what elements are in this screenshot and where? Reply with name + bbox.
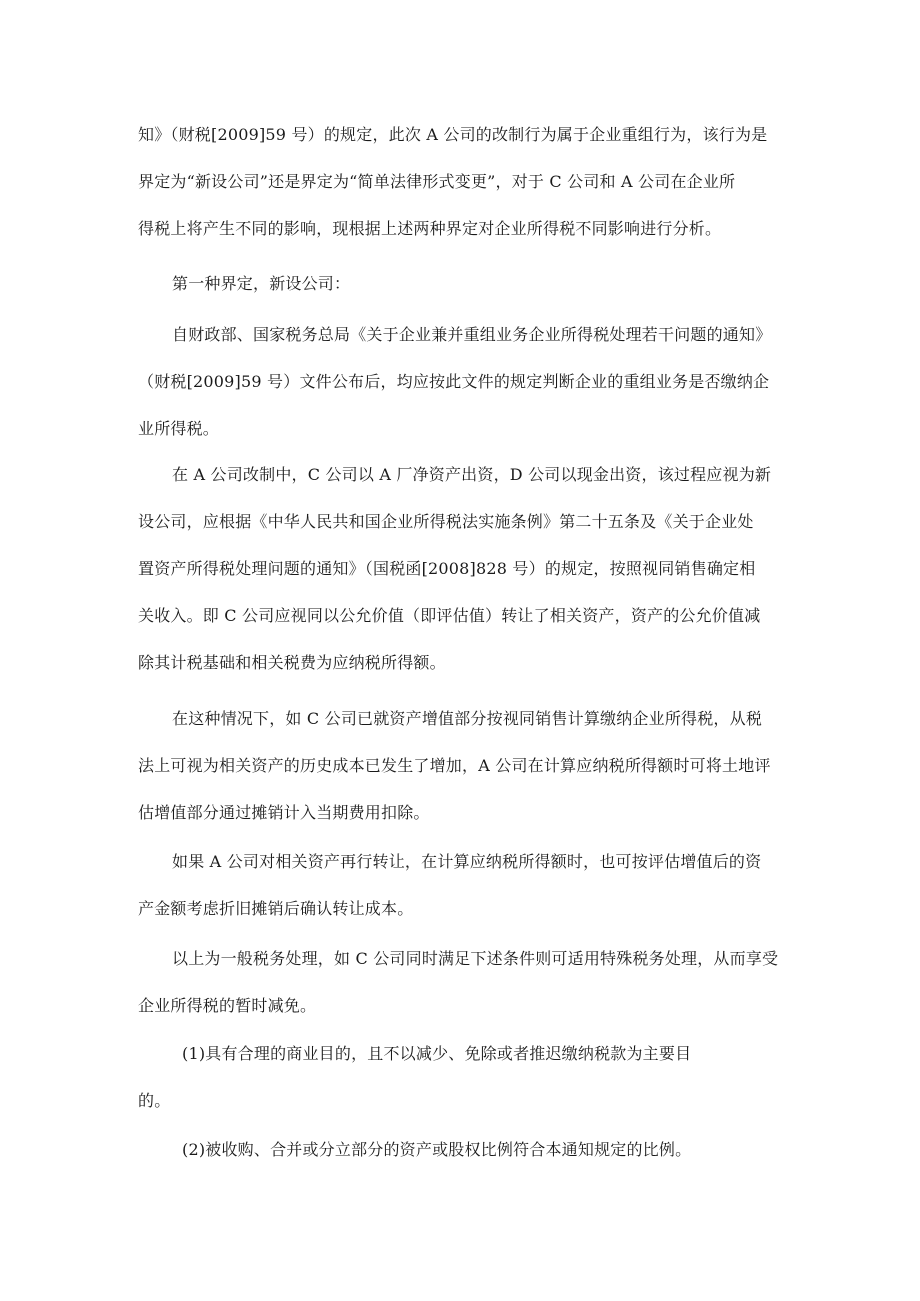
- text-line: （财税[2009]59 号）文件公布后，均应按此文件的规定判断企业的重组业务是否缴纳企: [138, 372, 770, 391]
- text-line: 知》（财税[2009]59 号）的规定，此次 A 公司的改制行为属于企业重组行为，该行为是: [138, 125, 768, 144]
- list-item-condition-1: [138, 1030, 778, 1124]
- paragraph-special-treatment: [138, 935, 778, 1029]
- text-line: 第一种界定，新设公司：: [172, 274, 351, 293]
- paragraph-asset-transfer: [138, 838, 778, 932]
- text-line: 除其计税基础和相关税费为应纳税所得额。: [138, 653, 446, 672]
- text-line: 得税上将产生不同的影响，现根据上述两种界定对企业所得税不同影响进行分析。: [138, 219, 722, 238]
- paragraph-notice-reference: [138, 311, 778, 452]
- text-line: 设公司，应根据《中华人民共和国企业所得税法实施条例》第二十五条及《关于企业处: [138, 512, 754, 531]
- text-line: 企业所得税的暂时减免。: [138, 996, 317, 1015]
- text-line: (1)具有合理的商业目的，且不以减少、免除或者推迟缴纳税款为主要目: [182, 1044, 692, 1063]
- text-line: 在这种情况下，如 C 公司已就资产增值部分按视同销售计算缴纳企业所得税，从税: [172, 709, 763, 728]
- text-line: (2)被收购、合并或分立部分的资产或股权比例符合本通知规定的比例。: [182, 1140, 692, 1159]
- text-line: 估增值部分通过摊销计入当期费用扣除。: [138, 803, 430, 822]
- text-line: 自财政部、国家税务总局《关于企业兼并重组业务企业所得税处理若干问题的通知》: [172, 325, 772, 344]
- list-item-condition-2: [138, 1126, 778, 1173]
- paragraph-restructuring: [138, 451, 778, 686]
- text-line: 业所得税。: [138, 419, 220, 438]
- text-line: 如果 A 公司对相关资产再行转让，在计算应纳税所得额时，也可按评估增值后的资: [172, 852, 762, 871]
- text-line: 法上可视为相关资产的历史成本已发生了增加，A 公司在计算应纳税所得额时可将土地评: [138, 756, 771, 775]
- text-line: 在 A 公司改制中，C 公司以 A 厂净资产出资，D 公司以现金出资，该过程应视为新: [172, 465, 772, 484]
- paragraph-first-definition: [138, 260, 778, 307]
- text-line: 产金额考虑折旧摊销后确认转让成本。: [138, 899, 414, 918]
- text-line: 的。: [138, 1091, 171, 1110]
- text-line: 关收入。即 C 公司应视同以公允价值（即评估值）转让了相关资产，资产的公允价值减: [138, 606, 761, 625]
- text-line: 界定为“新设公司”还是界定为“简单法律形式变更”，对于 C 公司和 A 公司在企业所: [138, 172, 736, 191]
- text-line: 置资产所得税处理问题的通知》（国税函[2008]828 号）的规定，按照视同销售确定相: [138, 559, 756, 578]
- text-line: 以上为一般税务处理，如 C 公司同时满足下述条件则可适用特殊税务处理，从而享受: [172, 949, 778, 968]
- paragraph-asset-appreciation: [138, 695, 778, 836]
- paragraph-continuation: [138, 111, 778, 252]
